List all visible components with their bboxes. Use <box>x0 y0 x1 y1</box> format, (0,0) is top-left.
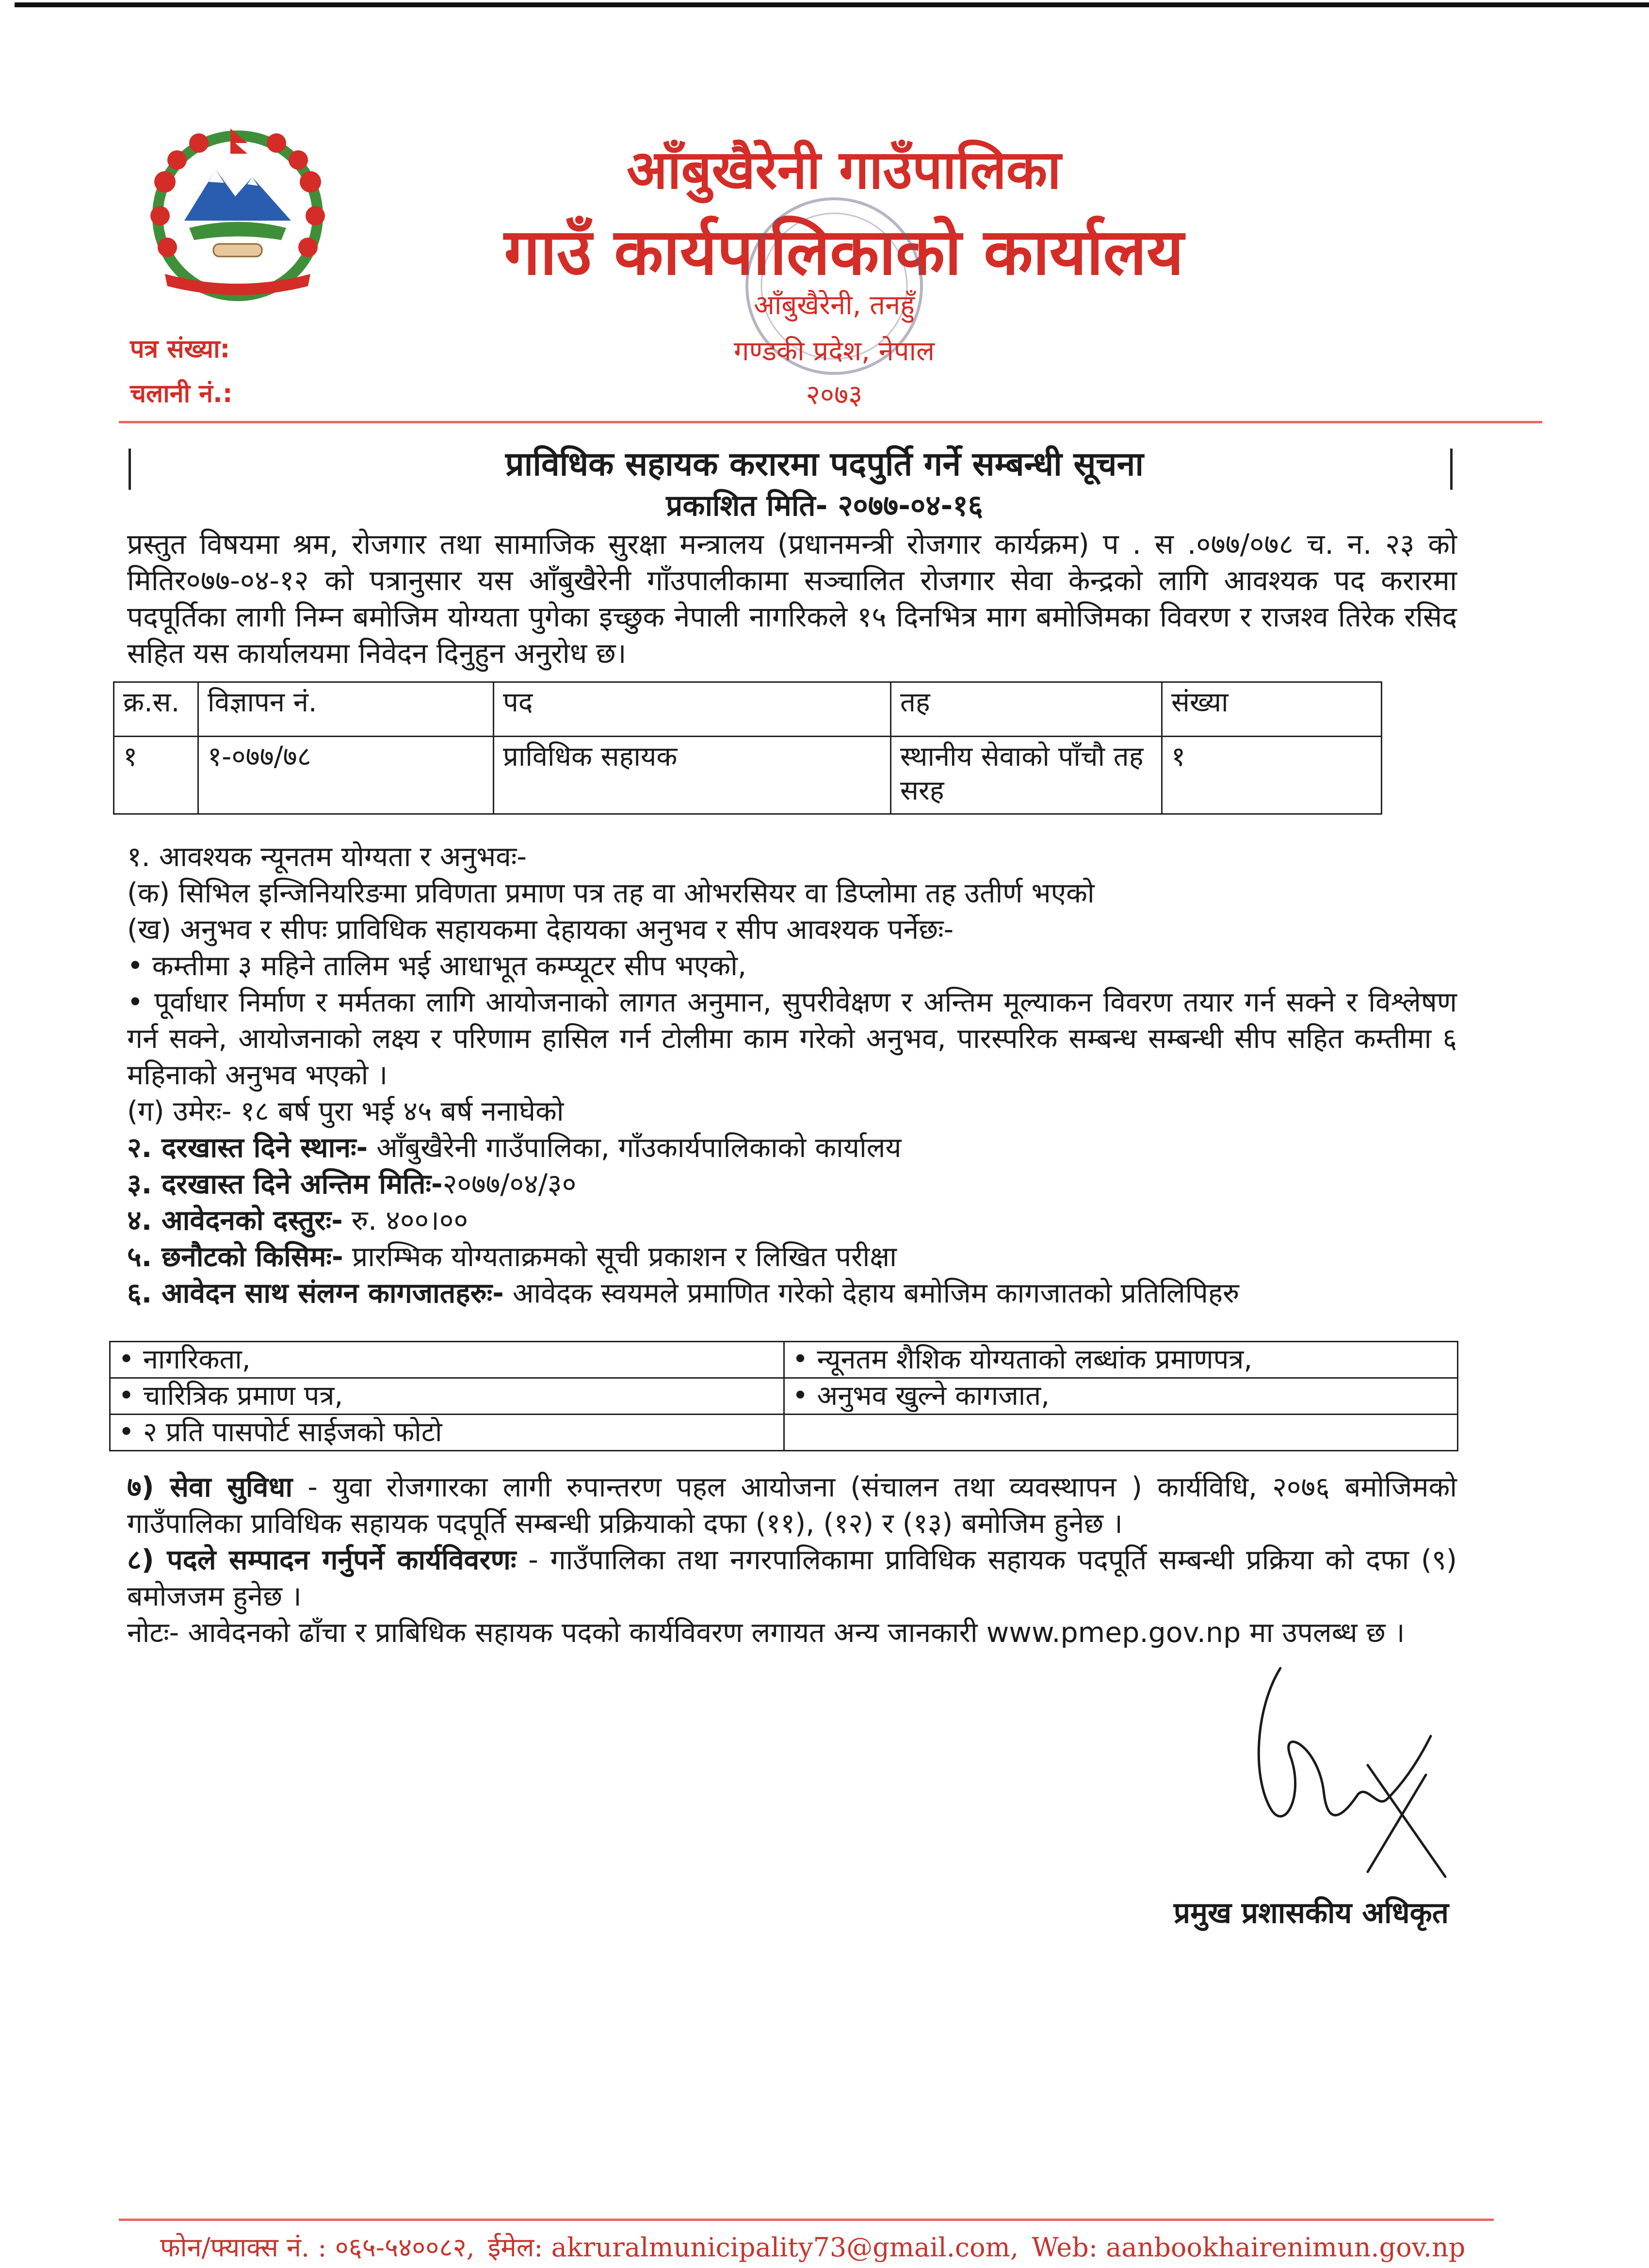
doc-photo: • २ प्रति पासपोर्ट साईजको फोटो <box>110 1415 784 1451</box>
service-benefits-label: ७) सेवा सुविधा <box>127 1471 293 1503</box>
requirement-kha: (ख) अनुभव र सीपः प्राविधिक सहायकमा देहायका अनुभव र सीप आवश्यक पर्नेछः- <box>127 914 954 946</box>
header-divider <box>119 421 1542 423</box>
requirement-ka: (क) सिभिल इन्जिनियरिङमा प्रविणता प्रमाण पत्र तह वा ओभरसियर वा डिप्लोमा तह उतीर्ण भएको <box>127 877 1095 909</box>
doc-character-certificate: • चारित्रिक प्रमाण पत्र, <box>110 1378 784 1415</box>
posts-table <box>113 681 1382 815</box>
cell-level: स्थानीय सेवाको पाँचौ तह सरह <box>891 737 1162 814</box>
header-count: संख्या <box>1162 682 1382 737</box>
signature <box>1222 1649 1474 1901</box>
required-documents-value: आवेदक स्वयमले प्रमाणित गरेको देहाय बमोजिम कागजातको प्रतिलिपिहरु <box>503 1277 1240 1309</box>
application-place-value: आँबुखैरेनी गाउँपालिका, गाँउकार्यपालिकाको कार्यालय <box>368 1132 902 1164</box>
application-fee-value: रु. ४००।०० <box>342 1205 469 1237</box>
office-title: गाउँ कार्यपालिकाको कार्यालय <box>504 214 1184 290</box>
right-bracket-bar <box>1450 449 1453 490</box>
header-advert-no: विज्ञापन नं. <box>198 682 494 737</box>
table-row <box>110 1415 1458 1451</box>
application-deadline-label: ३. दरखास्त दिने अन्तिम मितिः- <box>127 1168 443 1200</box>
application-fee-label: ४. आवेदनको दस्तुरः- <box>127 1205 343 1237</box>
requirements-section <box>127 839 1457 1312</box>
table-row <box>110 1342 1458 1378</box>
documents-table <box>109 1341 1458 1451</box>
header-level: तह <box>891 682 1162 737</box>
table-row <box>110 1378 1458 1415</box>
letter-number-label: पत्र संख्या: <box>130 335 230 364</box>
footer-contact <box>160 2231 1508 2265</box>
office-name: आँबुखैरेनी गाउँपालिका <box>627 138 1061 201</box>
notice-title: प्राविधिक सहायक करारमा पदपुर्ति गर्ने सम्बन्धी सूचना <box>505 445 1144 483</box>
established-year: २०७३ <box>806 379 863 411</box>
application-place-label: २. दरखास्त दिने स्थानः- <box>127 1132 368 1164</box>
job-duties-label: ८) पदले सम्पादन गर्नुपर्ने कार्यविवरणः <box>127 1544 517 1576</box>
government-emblem <box>131 124 344 308</box>
requirement-bullet-2: • पूर्वाधार निर्माण र मर्मतका लागि आयोजनाको लागत अनुमान, सुपरीवेक्षण र अन्तिम मूल्याकन विवरण तयार गर्न सक्ने र विश्लेषण गर्न सक्ने, आयोजनाको लक्ष्य र परिणाम हासिल गर्न टोलीमा काम गरेको अनुभव, पारस्परिक सम्बन्ध सम्बन्धी सीप सहित कम्तीमा ६ महिनाको अनुभव भएको । <box>127 986 1457 1091</box>
footer-divider <box>119 2219 1494 2221</box>
cell-post: प्राविधिक सहायक <box>494 737 891 814</box>
handshake-icon <box>213 244 262 257</box>
cell-count: १ <box>1162 737 1382 814</box>
requirement-ga: (ग) उमेरः- १८ बर्ष पुरा भई ४५ बर्ष ननाघेको <box>127 1095 564 1127</box>
published-date: प्रकाशित मिति- २०७७-०४-१६ <box>666 489 983 523</box>
note: नोटः- आवेदनको ढाँचा र प्राबिधिक सहायक पदको कार्यविवरण लगायत अन्य जानकारी www.pmep.gov.np मा उपलब्ध छ । <box>127 1617 1405 1649</box>
doc-empty <box>784 1415 1458 1451</box>
table-row <box>114 737 1382 814</box>
selection-method-value: प्रारम्भिक योग्यताक्रमको सूची प्रकाशन र लिखित परीक्षा <box>343 1241 897 1273</box>
application-deadline-value: २०७७/०४/३० <box>442 1168 577 1200</box>
footer-phone: फोन/फ्याक्स नं. : ०६५-५४००८२, <box>160 2232 475 2263</box>
notice-intro <box>127 526 1457 672</box>
address-line-1: आँबुखैरेनी, तनहुँ <box>754 290 915 321</box>
doc-citizenship: • नागरिकता, <box>110 1342 784 1378</box>
application-place <box>127 1130 1457 1166</box>
header-post: पद <box>494 682 891 737</box>
closing-section <box>127 1469 1457 1651</box>
requirement-bullet-1: • कम्तीमा ३ महिने तालिम भई आधाभूत कम्प्यूटर सीप भएको, <box>127 950 747 982</box>
table-header-row <box>114 682 1382 737</box>
job-duties-value: - गाउँपालिका तथा नगरपालिकामा प्राविधिक सहायक पदपूर्ति सम्बन्धी प्रक्रिया को दफा (९) बमोजजम हुनेछ । <box>127 1544 1457 1612</box>
required-documents-label: ६. आवेदन साथ संलग्न कागजातहरुः- <box>127 1277 504 1309</box>
cell-serial: १ <box>114 737 198 814</box>
header-serial: क्र.स. <box>114 682 198 737</box>
mountain-icon <box>184 170 291 221</box>
footer-email[interactable]: ईमेल: akruralmunicipality73@gmail.com, <box>487 2232 1019 2263</box>
service-benefits <box>127 1469 1457 1542</box>
doc-marksheet: • न्यूनतम शैशिक योग्यताको लब्धांक प्रमाणपत्र, <box>784 1342 1458 1378</box>
dispatch-number-label: चलानी नं.: <box>130 379 233 408</box>
application-fee <box>127 1203 1457 1239</box>
requirements-heading: १. आवश्यक न्यूनतम योग्यता र अनुभवः- <box>127 841 527 873</box>
left-bracket-bar <box>129 449 131 490</box>
required-documents <box>127 1275 1457 1312</box>
top-border-line <box>15 2 1649 7</box>
selection-method-label: ५. छनौटको किसिमः- <box>127 1241 343 1273</box>
signer-title: प्रमुख प्रशासकीय अधिकृत <box>1174 1896 1449 1930</box>
job-duties <box>127 1542 1457 1615</box>
intro-paragraph: प्रस्तुत विषयमा श्रम, रोजगार तथा सामाजिक सुरक्षा मन्त्रालय (प्रधानमन्त्री रोजगार कार्यक्रम) प . स .०७७/०७८ च. न. २३ को मितिर०७७-०४-१२ को पत्रानुसार यस आँबुखैरेनी गाँउपालीकामा सञ्चालित रोजगार सेवा केन्द्रको लागि आवश्यक पद करारमा पदपूर्तिका लागी निम्न बमोजिम योग्यता पुगेका इच्छुक नेपाली नागरिकले १५ दिनभित्र माग बमोजिमका विवरण र राजश्व तिरेक रसिद सहित यस कार्यालयमा निवेदन दिनुहुन अनुरोध छ। <box>127 528 1457 670</box>
service-benefits-value: - युवा रोजगारका लागी रुपान्तरण पहल आयोजना (संचालन तथा व्यवस्थापन ) कार्यविधि, २०७६ बमोजिमको गाउँपालिका प्राविधिक सहायक पदपूर्ति सम्बन्धी प्रक्रियाको दफा (११), (१२) र (१३) बमोजिम हुनेछ । <box>127 1471 1457 1540</box>
selection-method <box>127 1239 1457 1275</box>
address-line-2: गण्डकी प्रदेश, नेपाल <box>733 336 935 367</box>
application-deadline <box>127 1166 1457 1203</box>
footer-website[interactable]: Web: aanbookhairenimun.gov.np <box>1032 2232 1466 2263</box>
cell-advert-no: १-०७७/७८ <box>198 737 494 814</box>
doc-experience: • अनुभव खुल्ने कागजात, <box>784 1378 1458 1415</box>
nepal-map-icon <box>189 222 286 241</box>
